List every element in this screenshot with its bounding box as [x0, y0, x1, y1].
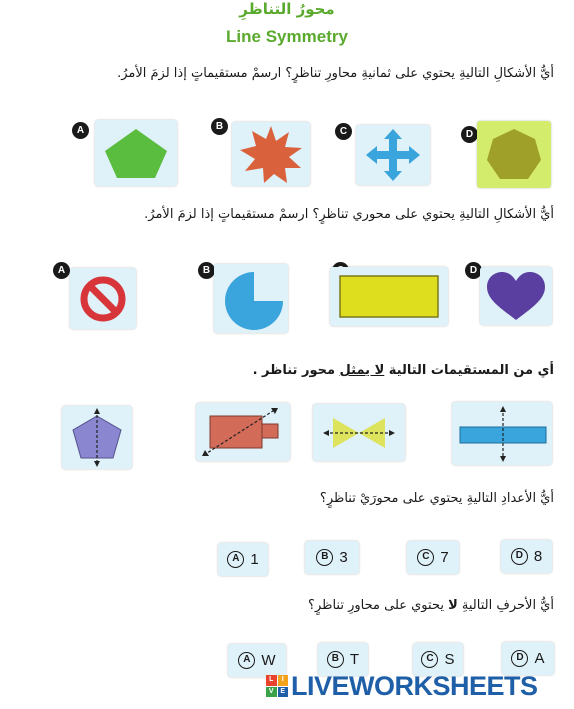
q4-option-a[interactable] [218, 543, 268, 576]
page-title-arabic: محورُ التناظرِ [239, 0, 335, 18]
q1-option-a-badge: A [72, 122, 89, 139]
liveworksheets-watermark [266, 668, 538, 704]
q5-option-d-value: A [534, 650, 545, 667]
q4-option-a-letter: A [227, 551, 244, 568]
rectangle-shape [330, 267, 448, 326]
liveworksheets-brand: LIVEWORKSHEETS [291, 670, 538, 701]
q4-option-c-letter: C [417, 549, 434, 566]
q1-option-c-card[interactable] [356, 125, 430, 185]
q5-option-b-letter: B [327, 651, 344, 668]
q5-option-d-letter: D [511, 650, 528, 667]
q1-option-b-badge: B [211, 118, 228, 135]
pentagon-shape [95, 120, 177, 186]
no-sign-shape [70, 268, 136, 329]
bar-vertical-line-shape [452, 402, 552, 465]
q1-option-d-card[interactable] [477, 121, 551, 188]
q4-option-d-letter: D [511, 548, 528, 565]
q2-option-d-badge: D [465, 262, 482, 279]
heptagon-shape [477, 121, 551, 188]
q5-option-c-letter: C [421, 651, 438, 668]
q2-option-b-badge: B [198, 262, 215, 279]
q2-option-d-card[interactable] [480, 267, 552, 325]
q4-option-a-value: 1 [250, 551, 259, 568]
q2-option-c-card[interactable] [330, 267, 448, 326]
q2-option-b-card[interactable] [214, 264, 288, 333]
question-4-text: أيُّ الأعدادِ التاليةِ يحتوي على محورَيْ تناظرٍ؟ [319, 491, 554, 506]
rect-tab-diagonal-line-shape [196, 403, 290, 461]
heart-shape [480, 267, 552, 325]
three-quarter-circle-shape [214, 264, 288, 333]
bowtie-horizontal-line-shape [313, 404, 405, 461]
q1-option-b-card[interactable] [232, 122, 310, 186]
q5-option-c-value: S [444, 651, 455, 668]
question-3-emphasis: لا يمثل [339, 363, 385, 378]
pentagon-vertical-line-shape [62, 406, 132, 469]
question-5-emphasis: لا [448, 598, 458, 613]
q4-option-d[interactable] [501, 540, 552, 573]
question-1-text: أيُّ الأشكالِ التاليةِ يحتوي على ثمانيةِ محاورِ تناظرٍ؟ ارسمْ مستقيماتٍ إذا لزمَ الأمرُ. [117, 66, 554, 81]
question-3-text: أي من المستقيمات التالية لا يمثل محور تناظر . [252, 363, 554, 378]
q5-option-a-value: W [261, 652, 276, 669]
q3-option-4-card[interactable] [452, 402, 552, 465]
q3-option-2-card[interactable] [196, 403, 290, 461]
four-way-arrow-shape [356, 125, 430, 185]
q1-option-c-badge: C [335, 123, 352, 140]
q2-option-a-badge: A [53, 262, 70, 279]
q4-option-d-value: 8 [533, 548, 543, 565]
q4-option-b-value: 3 [339, 549, 348, 566]
q5-option-b-value: T [349, 651, 360, 668]
q3-option-3-card[interactable] [313, 404, 405, 461]
page-title-english: Line Symmetry [226, 27, 348, 46]
liveworksheets-logo-icon: L I V E [266, 675, 288, 697]
q1-option-a-card[interactable] [95, 120, 177, 186]
question-2-text: أيُّ الأشكالِ التاليةِ يحتوي على محوري تناظرٍ؟ ارسمْ مستقيماتٍ إذا لزمَ الأمرُ. [144, 207, 554, 222]
q4-option-b-letter: B [316, 549, 333, 566]
q1-option-d-badge: D [461, 126, 478, 143]
star-shape [232, 122, 310, 186]
q3-option-1-card[interactable] [62, 406, 132, 469]
question-5-text: أيُّ الأحرفِ التاليةِ لا يحتوي على محاورِ تناظرٍ؟ [308, 598, 554, 613]
q2-option-a-card[interactable] [70, 268, 136, 329]
q4-option-c-value: 7 [440, 549, 449, 566]
q4-option-c[interactable] [407, 541, 459, 574]
q4-option-b[interactable] [305, 541, 359, 574]
q5-option-a-letter: A [238, 652, 255, 669]
